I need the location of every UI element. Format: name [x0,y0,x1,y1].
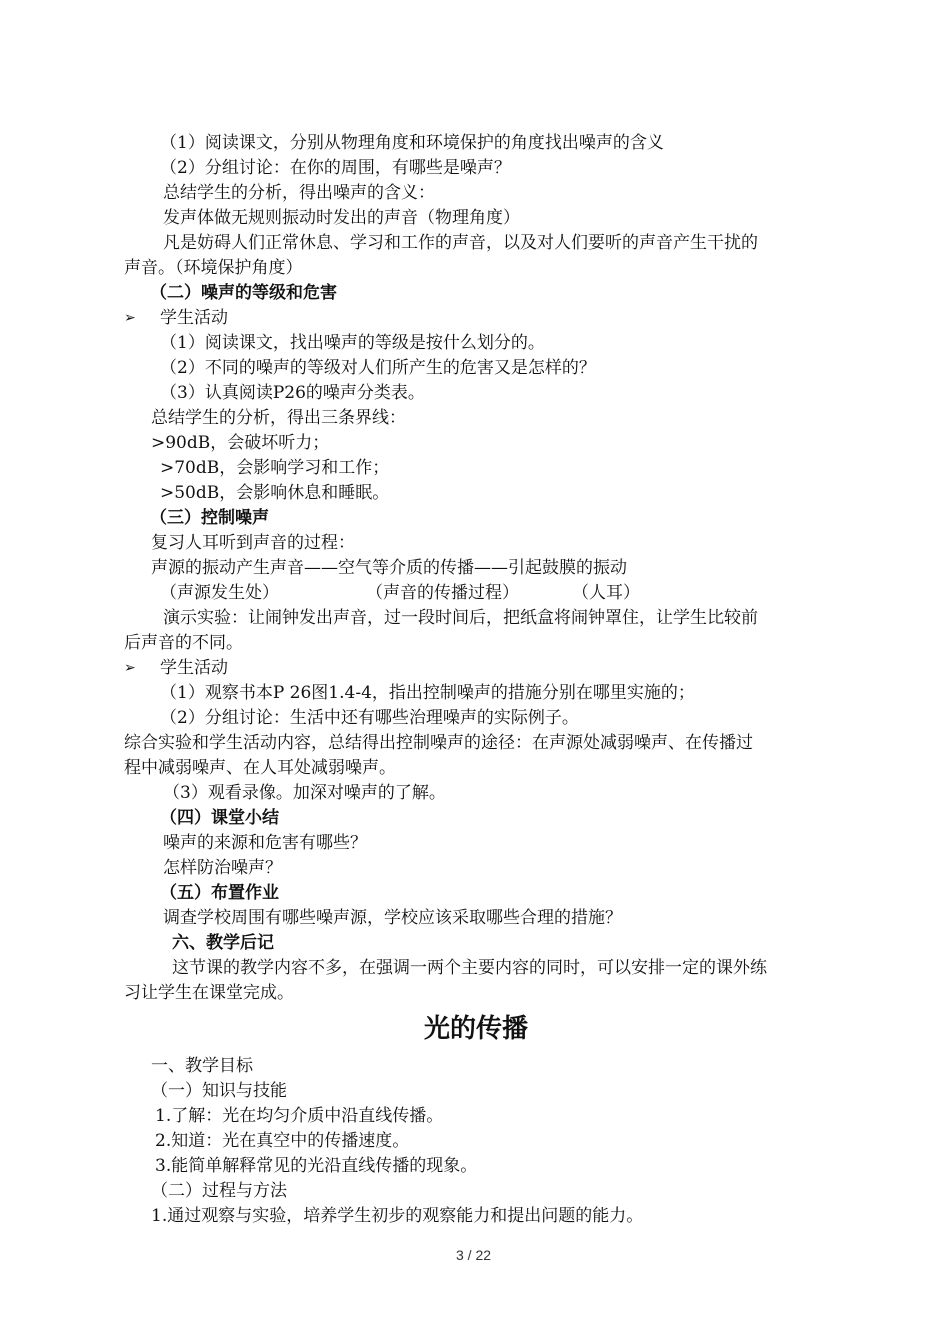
text-line: 噪声的来源和危害有哪些？ [163,833,367,853]
text-line: 复习人耳听到声音的过程： [151,533,355,553]
text-line: 这节课的教学内容不多，在强调一两个主要内容的同时，可以安排一定的课外练 [172,958,767,978]
text-line: （1）观察书本P 26图1.4-4，指出控制噪声的措施分别在哪里实施的； [160,683,695,703]
text-line: （3）认真阅读P26的噪声分类表。 [160,383,425,403]
text-line: （2）分组讨论：生活中还有哪些治理噪声的实际例子。 [160,708,579,728]
text-line: （声源发生处） [160,583,279,603]
text-line: 1.通过观察与实验，培养学生初步的观察能力和提出问题的能力。 [151,1206,644,1226]
text-line: 调查学校周围有哪些噪声源，学校应该采取哪些合理的措施？ [163,908,622,928]
text-line: 学生活动 [160,658,228,678]
text-line: 综合实验和学生活动内容，总结得出控制噪声的途径：在声源处减弱噪声、在传播过 [124,733,753,753]
text-line: （1）阅读课文，找出噪声的等级是按什么划分的。 [160,333,545,353]
section-heading: （二）噪声的等级和危害 [150,283,337,303]
arrow-bullet-icon: ➢ [124,310,136,326]
text-line: 3.能简单解释常见的光沿直线传播的现象。 [155,1156,478,1176]
text-line: 2.知道：光在真空中的传播速度。 [155,1131,410,1151]
text-line: >90dB，会破坏听力； [151,433,330,453]
text-line: >70dB，会影响学习和工作； [160,458,390,478]
section-heading: 六、教学后记 [172,933,274,953]
text-line: 演示实验：让闹钟发出声音，过一段时间后，把纸盒将闹钟罩住，让学生比较前 [163,608,758,628]
text-line: 声源的振动产生声音——空气等介质的传播——引起鼓膜的振动 [151,558,627,578]
text-line: （2）不同的噪声的等级对人们所产生的危害又是怎样的？ [160,358,596,378]
section-heading: （五）布置作业 [160,883,279,903]
text-line: 1.了解：光在均匀介质中沿直线传播。 [155,1106,444,1126]
text-line: 习让学生在课堂完成。 [124,983,294,1003]
section-heading: （四）课堂小结 [160,808,279,828]
text-line: （2）分组讨论：在你的周围，有哪些是噪声？ [160,158,511,178]
text-line: （3）观看录像。加深对噪声的了解。 [163,783,446,803]
text-line: 发声体做无规则振动时发出的声音（物理角度） [163,208,520,228]
text-line: 后声音的不同。 [124,633,243,653]
text-line: （声音的传播过程） [366,583,519,603]
text-line: （一）知识与技能 [151,1081,287,1101]
text-line: （人耳） [572,583,640,603]
text-line: （1）阅读课文，分别从物理角度和环境保护的角度找出噪声的含义 [160,133,664,153]
text-line: 凡是妨碍人们正常休息、学习和工作的声音，以及对人们要听的声音产生干扰的 [163,233,758,253]
text-line: 总结学生的分析，得出三条界线： [151,408,406,428]
page-title: 光的传播 [424,1014,529,1044]
arrow-bullet-icon: ➢ [124,660,136,676]
text-line: 学生活动 [160,308,228,328]
text-line: 怎样防治噪声？ [163,858,282,878]
text-line: 一、教学目标 [151,1056,253,1076]
text-line: >50dB，会影响休息和睡眠。 [160,483,390,503]
text-line: 声音。（环境保护角度） [124,258,303,278]
page-number: 3 / 22 [456,1247,492,1263]
text-line: 总结学生的分析，得出噪声的含义： [163,183,435,203]
text-line: （二）过程与方法 [151,1181,287,1201]
section-heading: （三）控制噪声 [150,508,269,528]
text-line: 程中减弱噪声、在人耳处减弱噪声。 [124,758,396,778]
